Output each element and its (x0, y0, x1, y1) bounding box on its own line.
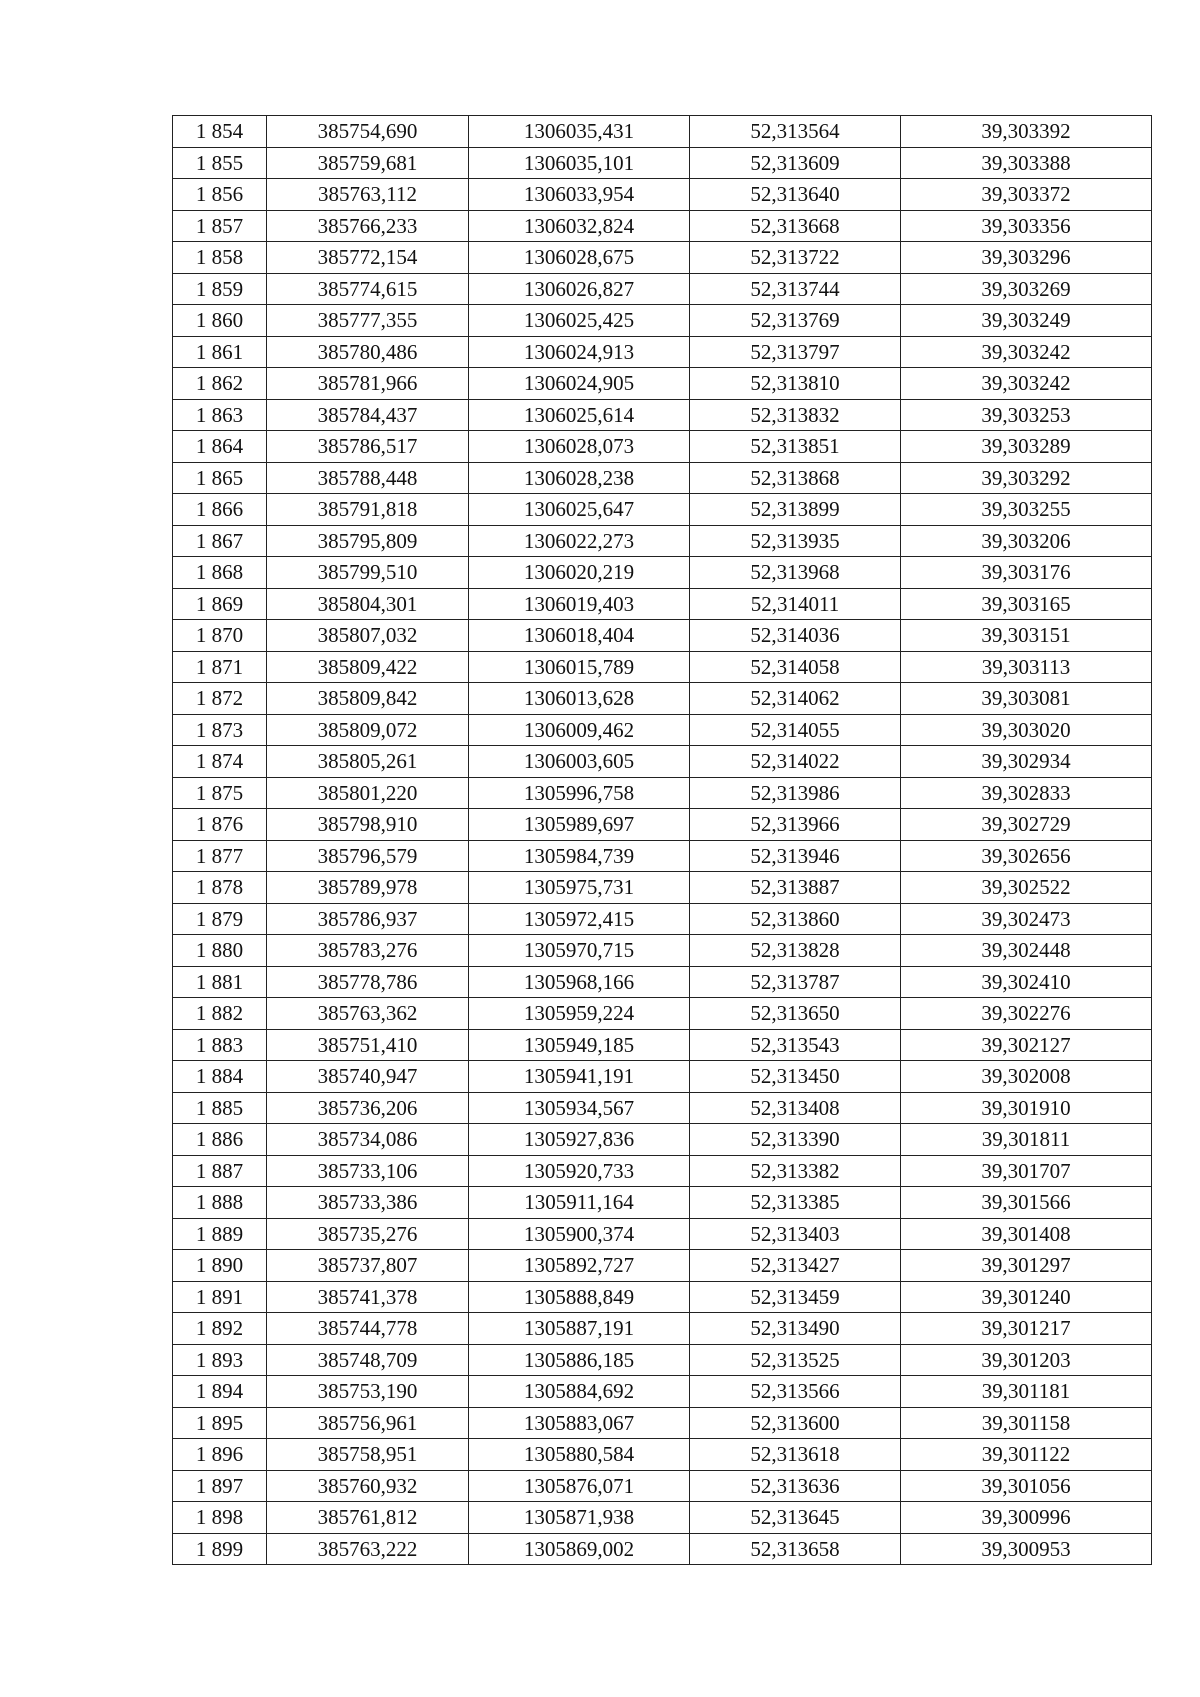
y-coordinate-cell: 1306009,462 (469, 714, 690, 746)
table-row (173, 714, 1152, 746)
x-coordinate-cell: 385760,932 (267, 1470, 469, 1502)
latitude-cell: 52,313636 (690, 1470, 901, 1502)
longitude-cell: 39,302410 (901, 966, 1152, 998)
point-number-cell: 1 872 (173, 683, 267, 715)
table-row (173, 1313, 1152, 1345)
latitude-cell: 52,313564 (690, 116, 901, 148)
longitude-cell: 39,300953 (901, 1533, 1152, 1565)
longitude-cell: 39,302656 (901, 840, 1152, 872)
latitude-cell: 52,313618 (690, 1439, 901, 1471)
x-coordinate-cell: 385789,978 (267, 872, 469, 904)
latitude-cell: 52,313658 (690, 1533, 901, 1565)
y-coordinate-cell: 1306026,827 (469, 273, 690, 305)
y-coordinate-cell: 1305959,224 (469, 998, 690, 1030)
longitude-cell: 39,301811 (901, 1124, 1152, 1156)
x-coordinate-cell: 385763,362 (267, 998, 469, 1030)
table-row (173, 872, 1152, 904)
x-coordinate-cell: 385788,448 (267, 462, 469, 494)
y-coordinate-cell: 1306003,605 (469, 746, 690, 778)
latitude-cell: 52,313946 (690, 840, 901, 872)
y-coordinate-cell: 1305920,733 (469, 1155, 690, 1187)
longitude-cell: 39,303081 (901, 683, 1152, 715)
longitude-cell: 39,303269 (901, 273, 1152, 305)
latitude-cell: 52,313787 (690, 966, 901, 998)
x-coordinate-cell: 385783,276 (267, 935, 469, 967)
point-number-cell: 1 887 (173, 1155, 267, 1187)
point-number-cell: 1 873 (173, 714, 267, 746)
latitude-cell: 52,313450 (690, 1061, 901, 1093)
table-row (173, 935, 1152, 967)
latitude-cell: 52,313566 (690, 1376, 901, 1408)
latitude-cell: 52,313385 (690, 1187, 901, 1219)
latitude-cell: 52,314055 (690, 714, 901, 746)
point-number-cell: 1 857 (173, 210, 267, 242)
table-row (173, 273, 1152, 305)
x-coordinate-cell: 385763,112 (267, 179, 469, 211)
latitude-cell: 52,313403 (690, 1218, 901, 1250)
table-row (173, 494, 1152, 526)
y-coordinate-cell: 1305970,715 (469, 935, 690, 967)
table-row (173, 368, 1152, 400)
y-coordinate-cell: 1306025,614 (469, 399, 690, 431)
y-coordinate-cell: 1305989,697 (469, 809, 690, 841)
point-number-cell: 1 886 (173, 1124, 267, 1156)
table-row (173, 557, 1152, 589)
latitude-cell: 52,313490 (690, 1313, 901, 1345)
longitude-cell: 39,301240 (901, 1281, 1152, 1313)
coordinates-table (172, 115, 1152, 1565)
y-coordinate-cell: 1305968,166 (469, 966, 690, 998)
longitude-cell: 39,303020 (901, 714, 1152, 746)
point-number-cell: 1 868 (173, 557, 267, 589)
table-row (173, 1155, 1152, 1187)
longitude-cell: 39,303242 (901, 336, 1152, 368)
longitude-cell: 39,303356 (901, 210, 1152, 242)
y-coordinate-cell: 1306015,789 (469, 651, 690, 683)
y-coordinate-cell: 1306035,101 (469, 147, 690, 179)
table-row (173, 651, 1152, 683)
y-coordinate-cell: 1305884,692 (469, 1376, 690, 1408)
x-coordinate-cell: 385791,818 (267, 494, 469, 526)
y-coordinate-cell: 1306025,647 (469, 494, 690, 526)
table-row (173, 840, 1152, 872)
latitude-cell: 52,313382 (690, 1155, 901, 1187)
longitude-cell: 39,301910 (901, 1092, 1152, 1124)
latitude-cell: 52,313543 (690, 1029, 901, 1061)
table-row (173, 1281, 1152, 1313)
table-row (173, 305, 1152, 337)
x-coordinate-cell: 385786,937 (267, 903, 469, 935)
longitude-cell: 39,303249 (901, 305, 1152, 337)
table-row (173, 809, 1152, 841)
table-row (173, 242, 1152, 274)
latitude-cell: 52,314011 (690, 588, 901, 620)
point-number-cell: 1 890 (173, 1250, 267, 1282)
table-row (173, 1218, 1152, 1250)
x-coordinate-cell: 385786,517 (267, 431, 469, 463)
y-coordinate-cell: 1305880,584 (469, 1439, 690, 1471)
longitude-cell: 39,301217 (901, 1313, 1152, 1345)
latitude-cell: 52,313769 (690, 305, 901, 337)
longitude-cell: 39,301158 (901, 1407, 1152, 1439)
latitude-cell: 52,313828 (690, 935, 901, 967)
latitude-cell: 52,313832 (690, 399, 901, 431)
point-number-cell: 1 899 (173, 1533, 267, 1565)
point-number-cell: 1 866 (173, 494, 267, 526)
y-coordinate-cell: 1306018,404 (469, 620, 690, 652)
point-number-cell: 1 862 (173, 368, 267, 400)
longitude-cell: 39,302522 (901, 872, 1152, 904)
y-coordinate-cell: 1305984,739 (469, 840, 690, 872)
longitude-cell: 39,303292 (901, 462, 1152, 494)
table-row (173, 966, 1152, 998)
y-coordinate-cell: 1305886,185 (469, 1344, 690, 1376)
x-coordinate-cell: 385796,579 (267, 840, 469, 872)
table-row (173, 462, 1152, 494)
point-number-cell: 1 888 (173, 1187, 267, 1219)
x-coordinate-cell: 385766,233 (267, 210, 469, 242)
x-coordinate-cell: 385761,812 (267, 1502, 469, 1534)
y-coordinate-cell: 1305876,071 (469, 1470, 690, 1502)
y-coordinate-cell: 1306019,403 (469, 588, 690, 620)
point-number-cell: 1 856 (173, 179, 267, 211)
y-coordinate-cell: 1305883,067 (469, 1407, 690, 1439)
y-coordinate-cell: 1306022,273 (469, 525, 690, 557)
latitude-cell: 52,313810 (690, 368, 901, 400)
point-number-cell: 1 898 (173, 1502, 267, 1534)
point-number-cell: 1 879 (173, 903, 267, 935)
longitude-cell: 39,302127 (901, 1029, 1152, 1061)
table-row (173, 1439, 1152, 1471)
point-number-cell: 1 896 (173, 1439, 267, 1471)
latitude-cell: 52,313645 (690, 1502, 901, 1534)
point-number-cell: 1 893 (173, 1344, 267, 1376)
longitude-cell: 39,303165 (901, 588, 1152, 620)
x-coordinate-cell: 385756,961 (267, 1407, 469, 1439)
y-coordinate-cell: 1306020,219 (469, 557, 690, 589)
point-number-cell: 1 874 (173, 746, 267, 778)
longitude-cell: 39,303392 (901, 116, 1152, 148)
longitude-cell: 39,300996 (901, 1502, 1152, 1534)
x-coordinate-cell: 385754,690 (267, 116, 469, 148)
latitude-cell: 52,313986 (690, 777, 901, 809)
latitude-cell: 52,313609 (690, 147, 901, 179)
x-coordinate-cell: 385758,951 (267, 1439, 469, 1471)
x-coordinate-cell: 385795,809 (267, 525, 469, 557)
longitude-cell: 39,303388 (901, 147, 1152, 179)
x-coordinate-cell: 385753,190 (267, 1376, 469, 1408)
table-row (173, 179, 1152, 211)
y-coordinate-cell: 1305996,758 (469, 777, 690, 809)
y-coordinate-cell: 1305888,849 (469, 1281, 690, 1313)
latitude-cell: 52,314036 (690, 620, 901, 652)
y-coordinate-cell: 1305900,374 (469, 1218, 690, 1250)
point-number-cell: 1 865 (173, 462, 267, 494)
point-number-cell: 1 861 (173, 336, 267, 368)
latitude-cell: 52,313744 (690, 273, 901, 305)
point-number-cell: 1 859 (173, 273, 267, 305)
longitude-cell: 39,302276 (901, 998, 1152, 1030)
point-number-cell: 1 875 (173, 777, 267, 809)
latitude-cell: 52,313427 (690, 1250, 901, 1282)
point-number-cell: 1 894 (173, 1376, 267, 1408)
x-coordinate-cell: 385734,086 (267, 1124, 469, 1156)
latitude-cell: 52,314058 (690, 651, 901, 683)
point-number-cell: 1 871 (173, 651, 267, 683)
y-coordinate-cell: 1305911,164 (469, 1187, 690, 1219)
table-row (173, 1250, 1152, 1282)
longitude-cell: 39,302008 (901, 1061, 1152, 1093)
longitude-cell: 39,302473 (901, 903, 1152, 935)
point-number-cell: 1 889 (173, 1218, 267, 1250)
x-coordinate-cell: 385772,154 (267, 242, 469, 274)
longitude-cell: 39,303253 (901, 399, 1152, 431)
longitude-cell: 39,301122 (901, 1439, 1152, 1471)
longitude-cell: 39,303242 (901, 368, 1152, 400)
longitude-cell: 39,302934 (901, 746, 1152, 778)
y-coordinate-cell: 1306024,905 (469, 368, 690, 400)
point-number-cell: 1 878 (173, 872, 267, 904)
y-coordinate-cell: 1305949,185 (469, 1029, 690, 1061)
x-coordinate-cell: 385744,778 (267, 1313, 469, 1345)
longitude-cell: 39,303296 (901, 242, 1152, 274)
y-coordinate-cell: 1305869,002 (469, 1533, 690, 1565)
table-row (173, 1187, 1152, 1219)
table-row (173, 777, 1152, 809)
point-number-cell: 1 892 (173, 1313, 267, 1345)
table-row (173, 399, 1152, 431)
x-coordinate-cell: 385781,966 (267, 368, 469, 400)
latitude-cell: 52,313935 (690, 525, 901, 557)
x-coordinate-cell: 385805,261 (267, 746, 469, 778)
x-coordinate-cell: 385736,206 (267, 1092, 469, 1124)
latitude-cell: 52,313722 (690, 242, 901, 274)
longitude-cell: 39,303255 (901, 494, 1152, 526)
longitude-cell: 39,301056 (901, 1470, 1152, 1502)
table-row (173, 116, 1152, 148)
longitude-cell: 39,302729 (901, 809, 1152, 841)
point-number-cell: 1 877 (173, 840, 267, 872)
point-number-cell: 1 855 (173, 147, 267, 179)
x-coordinate-cell: 385733,106 (267, 1155, 469, 1187)
point-number-cell: 1 860 (173, 305, 267, 337)
y-coordinate-cell: 1305892,727 (469, 1250, 690, 1282)
point-number-cell: 1 858 (173, 242, 267, 274)
x-coordinate-cell: 385740,947 (267, 1061, 469, 1093)
table-row (173, 147, 1152, 179)
longitude-cell: 39,301566 (901, 1187, 1152, 1219)
longitude-cell: 39,301297 (901, 1250, 1152, 1282)
y-coordinate-cell: 1306035,431 (469, 116, 690, 148)
table-row (173, 998, 1152, 1030)
table-row (173, 210, 1152, 242)
x-coordinate-cell: 385763,222 (267, 1533, 469, 1565)
y-coordinate-cell: 1306032,824 (469, 210, 690, 242)
point-number-cell: 1 882 (173, 998, 267, 1030)
x-coordinate-cell: 385784,437 (267, 399, 469, 431)
longitude-cell: 39,301203 (901, 1344, 1152, 1376)
longitude-cell: 39,303113 (901, 651, 1152, 683)
point-number-cell: 1 863 (173, 399, 267, 431)
table-row (173, 1092, 1152, 1124)
latitude-cell: 52,313650 (690, 998, 901, 1030)
y-coordinate-cell: 1306024,913 (469, 336, 690, 368)
point-number-cell: 1 885 (173, 1092, 267, 1124)
x-coordinate-cell: 385809,422 (267, 651, 469, 683)
latitude-cell: 52,313525 (690, 1344, 901, 1376)
point-number-cell: 1 895 (173, 1407, 267, 1439)
x-coordinate-cell: 385741,378 (267, 1281, 469, 1313)
table-row (173, 746, 1152, 778)
latitude-cell: 52,313851 (690, 431, 901, 463)
latitude-cell: 52,313408 (690, 1092, 901, 1124)
table-row (173, 1124, 1152, 1156)
latitude-cell: 52,313887 (690, 872, 901, 904)
x-coordinate-cell: 385801,220 (267, 777, 469, 809)
latitude-cell: 52,313668 (690, 210, 901, 242)
longitude-cell: 39,303176 (901, 557, 1152, 589)
latitude-cell: 52,314022 (690, 746, 901, 778)
table-row (173, 683, 1152, 715)
table-row (173, 431, 1152, 463)
y-coordinate-cell: 1305941,191 (469, 1061, 690, 1093)
longitude-cell: 39,303151 (901, 620, 1152, 652)
table-row (173, 1344, 1152, 1376)
x-coordinate-cell: 385777,355 (267, 305, 469, 337)
y-coordinate-cell: 1305934,567 (469, 1092, 690, 1124)
point-number-cell: 1 869 (173, 588, 267, 620)
y-coordinate-cell: 1305871,938 (469, 1502, 690, 1534)
x-coordinate-cell: 385759,681 (267, 147, 469, 179)
x-coordinate-cell: 385778,786 (267, 966, 469, 998)
table-row (173, 1502, 1152, 1534)
x-coordinate-cell: 385780,486 (267, 336, 469, 368)
longitude-cell: 39,303372 (901, 179, 1152, 211)
longitude-cell: 39,302448 (901, 935, 1152, 967)
longitude-cell: 39,301181 (901, 1376, 1152, 1408)
y-coordinate-cell: 1306028,675 (469, 242, 690, 274)
table-row (173, 903, 1152, 935)
y-coordinate-cell: 1306028,073 (469, 431, 690, 463)
latitude-cell: 52,313390 (690, 1124, 901, 1156)
latitude-cell: 52,313968 (690, 557, 901, 589)
x-coordinate-cell: 385737,807 (267, 1250, 469, 1282)
x-coordinate-cell: 385751,410 (267, 1029, 469, 1061)
latitude-cell: 52,313600 (690, 1407, 901, 1439)
latitude-cell: 52,314062 (690, 683, 901, 715)
point-number-cell: 1 884 (173, 1061, 267, 1093)
y-coordinate-cell: 1306033,954 (469, 179, 690, 211)
x-coordinate-cell: 385733,386 (267, 1187, 469, 1219)
latitude-cell: 52,313860 (690, 903, 901, 935)
y-coordinate-cell: 1306025,425 (469, 305, 690, 337)
table-row (173, 620, 1152, 652)
latitude-cell: 52,313797 (690, 336, 901, 368)
latitude-cell: 52,313899 (690, 494, 901, 526)
y-coordinate-cell: 1305887,191 (469, 1313, 690, 1345)
point-number-cell: 1 854 (173, 116, 267, 148)
longitude-cell: 39,303289 (901, 431, 1152, 463)
x-coordinate-cell: 385809,072 (267, 714, 469, 746)
table-row (173, 525, 1152, 557)
table-row (173, 1470, 1152, 1502)
point-number-cell: 1 891 (173, 1281, 267, 1313)
longitude-cell: 39,301408 (901, 1218, 1152, 1250)
y-coordinate-cell: 1305975,731 (469, 872, 690, 904)
latitude-cell: 52,313966 (690, 809, 901, 841)
x-coordinate-cell: 385735,276 (267, 1218, 469, 1250)
point-number-cell: 1 883 (173, 1029, 267, 1061)
point-number-cell: 1 876 (173, 809, 267, 841)
x-coordinate-cell: 385804,301 (267, 588, 469, 620)
latitude-cell: 52,313459 (690, 1281, 901, 1313)
y-coordinate-cell: 1306028,238 (469, 462, 690, 494)
point-number-cell: 1 864 (173, 431, 267, 463)
table-row (173, 1029, 1152, 1061)
table-row (173, 1407, 1152, 1439)
latitude-cell: 52,313868 (690, 462, 901, 494)
y-coordinate-cell: 1305927,836 (469, 1124, 690, 1156)
x-coordinate-cell: 385774,615 (267, 273, 469, 305)
table-row (173, 1376, 1152, 1408)
coordinates-table-body (173, 116, 1152, 1565)
x-coordinate-cell: 385748,709 (267, 1344, 469, 1376)
point-number-cell: 1 881 (173, 966, 267, 998)
y-coordinate-cell: 1305972,415 (469, 903, 690, 935)
table-row (173, 1533, 1152, 1565)
x-coordinate-cell: 385798,910 (267, 809, 469, 841)
point-number-cell: 1 867 (173, 525, 267, 557)
table-row (173, 336, 1152, 368)
y-coordinate-cell: 1306013,628 (469, 683, 690, 715)
longitude-cell: 39,303206 (901, 525, 1152, 557)
point-number-cell: 1 870 (173, 620, 267, 652)
longitude-cell: 39,301707 (901, 1155, 1152, 1187)
x-coordinate-cell: 385799,510 (267, 557, 469, 589)
table-row (173, 1061, 1152, 1093)
point-number-cell: 1 880 (173, 935, 267, 967)
point-number-cell: 1 897 (173, 1470, 267, 1502)
table-row (173, 588, 1152, 620)
x-coordinate-cell: 385807,032 (267, 620, 469, 652)
latitude-cell: 52,313640 (690, 179, 901, 211)
longitude-cell: 39,302833 (901, 777, 1152, 809)
x-coordinate-cell: 385809,842 (267, 683, 469, 715)
